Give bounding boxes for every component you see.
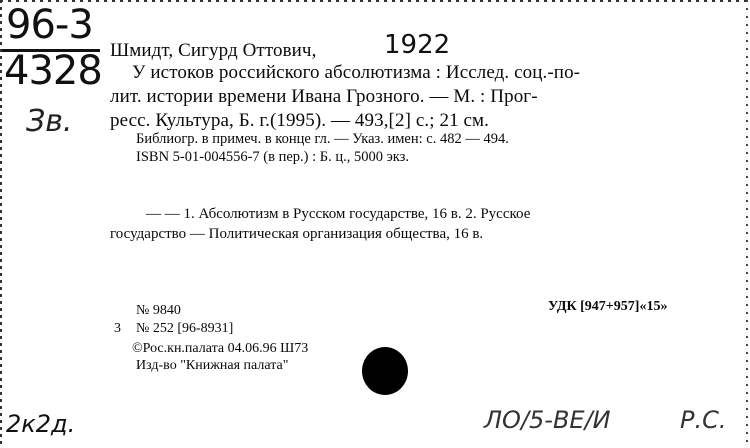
card-right-edge [746,0,748,448]
card-top-edge [0,0,750,2]
copy-count: 3 [114,321,121,336]
subject-line-1: — — 1. Абсолютизм в Русском государстве, 16 в. 2. Русское [146,206,531,222]
registration-number: № 252 [96-8931] [136,321,234,336]
shelf-mark-top: 96-3 [6,2,93,48]
handwritten-bottom-left: 2к2д. [6,410,76,438]
udk-code: УДК [947+957]«15» [548,299,668,314]
margin-note: Зв. [26,104,73,139]
book-chamber-line: ©Рос.кн.палата 04.06.96 Ш73 [132,341,309,356]
title-line-2: лит. истории времени Ивана Грозного. — М. : Прог- [110,86,538,107]
title-line-3: ресс. Культура, Б. г.(1995). — 493,[2] с.; 21 см. [110,110,490,131]
handwritten-year: 1922 [384,30,451,60]
handwritten-initials: Р.С. [680,406,727,434]
subject-line-2: государство — Политическая организация общества, 16 в. [110,226,484,242]
card-number: № 9840 [136,303,181,318]
handwritten-bottom-right: ЛО/5-ВЕ/И [484,406,611,434]
card-left-edge [0,0,2,448]
publisher-line: Изд-во "Книжная палата" [136,358,289,373]
author-heading: Шмидт, Сигурд Оттович, [110,40,317,61]
title-line-1: У истоков российского абсолютизма : Исслед. соц.-по- [132,62,581,83]
isbn-line: ISBN 5-01-004556-7 (в пер.) : Б. ц., 5000 экз. [136,149,410,165]
ink-blot [362,347,408,395]
bibliography-note: Библиогр. в примеч. в конце гл. — Указ. имен: с. 482 — 494. [136,131,509,147]
shelf-mark-bottom: 4328 [4,48,102,94]
